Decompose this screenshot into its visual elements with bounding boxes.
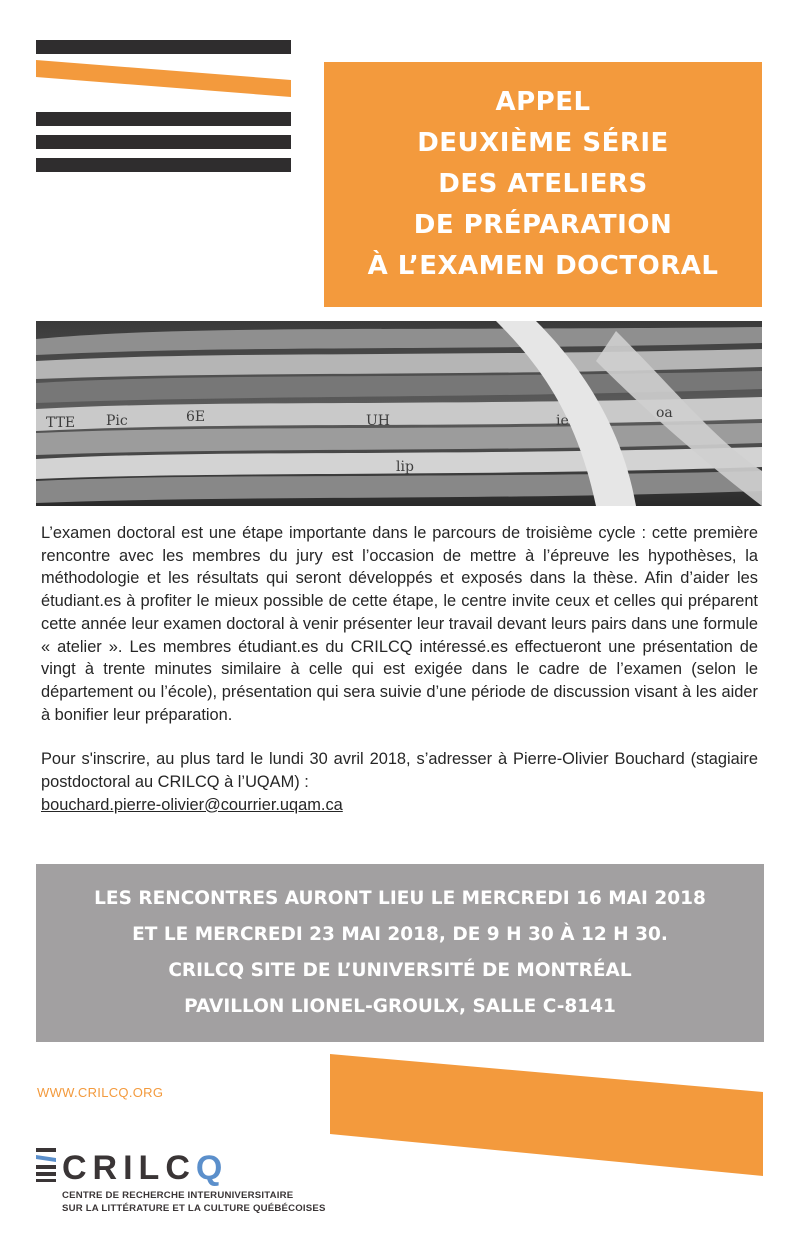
logo-subtitle-1: CENTRE DE RECHERCHE INTERUNIVERSITAIRE — [62, 1190, 294, 1201]
svg-text:ie: ie — [556, 413, 569, 429]
stripe-3 — [36, 135, 291, 149]
body-text — [41, 522, 758, 816]
orange-slanted-band — [330, 1054, 764, 1178]
logo-last-letter: Q — [195, 1149, 229, 1187]
title-line: APPEL — [495, 87, 591, 117]
svg-text:6E: 6E — [186, 409, 206, 425]
info-line: CRILCQ SITE DE L’UNIVERSITÉ DE MONTRÉAL — [168, 960, 632, 981]
newspapers-photo — [36, 321, 762, 506]
info-line: LES RENCONTRES AURONT LIEU LE MERCREDI 16 MAI 2018 — [94, 888, 706, 909]
stripe-2 — [36, 112, 291, 126]
event-info-box — [36, 864, 764, 1042]
info-line: PAVILLON LIONEL-GROULX, SALLE C-8141 — [184, 996, 616, 1017]
title-line: À L’EXAMEN DOCTORAL — [367, 251, 719, 281]
title-line: DES ATELIERS — [438, 169, 648, 199]
stripe-4 — [36, 158, 291, 172]
title-line: DEUXIÈME SÉRIE — [417, 128, 669, 158]
title-box — [324, 62, 762, 307]
svg-text:TTE: TTE — [46, 415, 76, 431]
website-link[interactable]: WWW.CRILCQ.ORG — [37, 1085, 164, 1100]
svg-text:lip: lip — [396, 459, 414, 475]
logo-main: CRILC — [62, 1149, 196, 1187]
svg-text:Pic: Pic — [106, 413, 128, 429]
registration-paragraph — [41, 748, 758, 816]
svg-text:UH: UH — [366, 413, 391, 429]
email-link[interactable]: bouchard.pierre-olivier@courrier.uqam.ca — [41, 795, 343, 814]
logo-subtitle-2: SUR LA LITTÉRATURE ET LA CULTURE QUÉBÉCOISES — [62, 1203, 326, 1214]
svg-text:oa: oa — [656, 405, 673, 421]
registration-text: Pour s'inscrire, au plus tard le lundi 30 avril 2018, s’adresser à Pierre-Olivier Bouchard (stagiaire postdoctoral au CRILCQ à l’UQAM) : — [41, 750, 758, 792]
orange-slanted-stripe — [36, 60, 292, 100]
intro-paragraph: L’examen doctoral est une étape importante dans le parcours de troisième cycle : cette première rencontre avec les membres du jury est l’occasion de mettre à l’épreuve les hypothèses, la méthodologie et les résultats qui seront développés et exposés dans la thèse. Afin d’aider les étudiant.es à profiter le mieux possible de cette étape, le centre invite ceux et celles qui préparent cette année leur examen doctoral à venir présenter leur travail devant leurs pairs dans une formule « atelier ». Les membres étudiant.es du CRILCQ intéressé.es effectueront une présentation de vingt à trente minutes similaire à celle qui est exigée dans le cadre de l’examen (selon le département ou l’école), présentation qui sera suivie d’une période de discussion visant à les aider à bonifier leur préparation. — [41, 524, 758, 724]
stripe-1 — [36, 40, 291, 54]
info-line: ET LE MERCREDI 23 MAI 2018, DE 9 H 30 À 12 H 30. — [132, 924, 668, 945]
crilcq-logo-icon — [36, 1148, 58, 1182]
crilcq-logo-wordmark — [62, 1148, 228, 1188]
title-line: DE PRÉPARATION — [413, 210, 673, 240]
